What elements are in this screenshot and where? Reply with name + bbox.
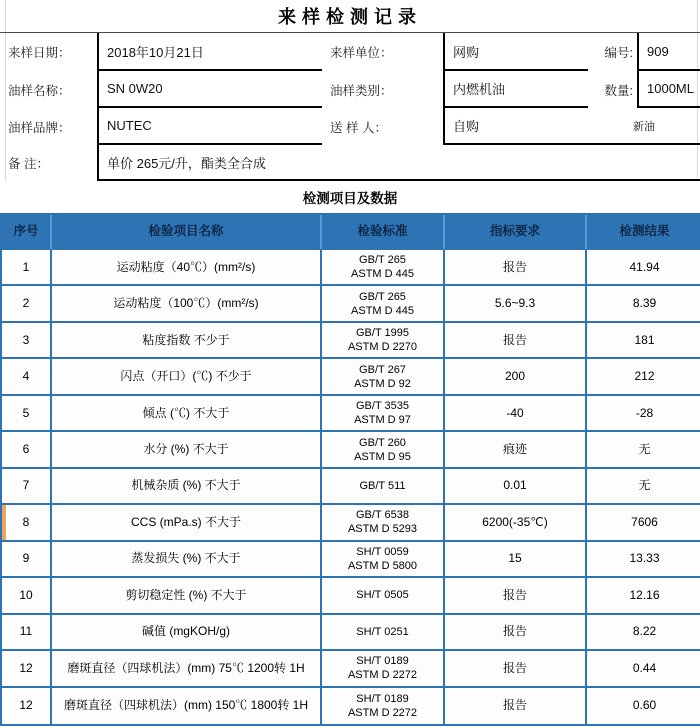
standard-cell — [322, 505, 445, 541]
requirement-cell: 痕迹 — [445, 432, 587, 468]
item-name-cell: 磨斑直径（四球机法）(mm) 150℃ 1800转 1H — [52, 688, 322, 724]
oil-type-value: 内燃机油 — [443, 71, 588, 108]
results-table — [0, 213, 700, 726]
serial-cell: 10 — [2, 578, 52, 614]
requirement-cell: 报告 — [445, 651, 587, 687]
item-name-cell: 碱值 (mgKOH/g) — [52, 615, 322, 651]
sample-unit-value: 网购 — [443, 33, 588, 71]
standard-line: ASTM D 445 — [351, 304, 414, 317]
standard-line: ASTM D 5800 — [347, 559, 418, 572]
item-name-cell: CCS (mPa.s) 不大于 — [52, 505, 322, 541]
requirement-cell: 报告 — [445, 688, 587, 724]
sample-date-value: 2018年10月21日 — [97, 33, 322, 71]
oil-name-label: 油样名称： — [8, 83, 71, 98]
result-cell: 7606 — [587, 505, 700, 541]
section-title: 检测项目及数据 — [302, 191, 398, 206]
standard-cell — [322, 615, 445, 651]
standard-cell — [322, 469, 445, 505]
standard-line: ASTM D 5293 — [347, 523, 418, 536]
item-name-cell: 磨斑直径（四球机法）(mm) 75℃ 1200转 1H — [52, 651, 322, 687]
brand-label: 油样品牌： — [8, 120, 71, 135]
col-header-standard: 检验标准 — [322, 215, 445, 250]
col-header-serial: 序号 — [2, 215, 52, 250]
serial-cell: 12 — [2, 688, 52, 724]
oil-state-value: 新油 — [588, 108, 700, 145]
brand-value: NUTEC — [97, 108, 322, 145]
requirement-cell: 报告 — [445, 323, 587, 359]
standard-line: GB/T 267 — [359, 363, 406, 376]
requirement-cell: 报告 — [445, 615, 587, 651]
result-cell: 212 — [587, 359, 700, 395]
serial-cell: 3 — [2, 323, 52, 359]
standard-cell — [322, 432, 445, 468]
standard-line: SH/T 0059 — [356, 545, 409, 558]
item-name-cell: 机械杂质 (%) 不大于 — [52, 469, 322, 505]
result-cell: 8.39 — [587, 286, 700, 322]
serial-cell: 7 — [2, 469, 52, 505]
sample-unit-label: 来样单位： — [330, 46, 393, 60]
serial-cell: 9 — [2, 542, 52, 578]
standard-line: GB/T 265 — [359, 254, 406, 267]
standard-cell — [322, 651, 445, 687]
quantity-value: 1000ML — [637, 71, 700, 108]
standard-line: GB/T 511 — [359, 479, 406, 492]
remark-value: 单价 265元/升，酯类全合成 — [97, 145, 700, 181]
requirement-cell: 6200(-35℃) — [445, 505, 587, 541]
sample-date-label: 来样日期： — [8, 46, 71, 60]
requirement-cell: 报告 — [445, 578, 587, 614]
standard-line: ASTM D 95 — [354, 450, 411, 463]
item-name-cell: 水分 (%) 不大于 — [52, 432, 322, 468]
standard-cell — [322, 250, 445, 286]
col-header-requirement: 指标要求 — [445, 215, 587, 250]
col-header-result: 检测结果 — [587, 215, 700, 250]
item-name-cell: 闪点（开口）(℃) 不少于 — [52, 359, 322, 395]
item-name-cell: 倾点 (℃) 不大于 — [52, 396, 322, 432]
sender-label: 送 样 人： — [330, 120, 387, 135]
standard-line: SH/T 0251 — [356, 625, 409, 638]
col-header-item-name: 检验项目名称 — [52, 215, 322, 250]
standard-line: ASTM D 2272 — [347, 669, 418, 682]
result-cell: 8.22 — [587, 615, 700, 651]
result-cell: 0.60 — [587, 688, 700, 724]
requirement-cell: 15 — [445, 542, 587, 578]
result-cell: 无 — [587, 469, 700, 505]
standard-cell — [322, 688, 445, 724]
serial-cell: 8 — [2, 505, 52, 541]
sender-value: 自购 — [443, 108, 588, 145]
item-name-cell: 运动粘度（40℃）(mm²/s) — [52, 250, 322, 286]
serial-cell: 4 — [2, 359, 52, 395]
standard-line: ASTM D 445 — [351, 268, 414, 281]
item-name-cell: 粘度指数 不少于 — [52, 323, 322, 359]
serial-cell: 6 — [2, 432, 52, 468]
oil-type-label: 油样类别： — [330, 83, 393, 98]
standard-cell — [322, 323, 445, 359]
item-name-cell: 运动粘度（100℃）(mm²/s) — [52, 286, 322, 322]
requirement-cell: 报告 — [445, 250, 587, 286]
standard-line: GB/T 1995 — [356, 327, 409, 340]
serial-cell: 5 — [2, 396, 52, 432]
standard-line: ASTM D 2270 — [347, 341, 418, 354]
serial-no-value: 909 — [637, 33, 700, 71]
result-cell: 13.33 — [587, 542, 700, 578]
requirement-cell: 0.01 — [445, 469, 587, 505]
standard-cell — [322, 578, 445, 614]
standard-line: GB/T 265 — [359, 290, 406, 303]
quantity-label: 数量: — [604, 83, 633, 98]
standard-line: SH/T 0505 — [356, 589, 409, 602]
standard-line: ASTM D 2272 — [347, 706, 418, 719]
result-cell: 181 — [587, 323, 700, 359]
serial-cell: 2 — [2, 286, 52, 322]
item-name-cell: 剪切稳定性 (%) 不大于 — [52, 578, 322, 614]
oil-name-value: SN 0W20 — [97, 71, 322, 108]
result-cell: 41.94 — [587, 250, 700, 286]
requirement-cell: 200 — [445, 359, 587, 395]
standard-line: SH/T 0189 — [356, 655, 409, 668]
serial-cell: 11 — [2, 615, 52, 651]
standard-line: SH/T 0189 — [356, 692, 409, 705]
standard-line: ASTM D 92 — [354, 377, 411, 390]
standard-cell — [322, 396, 445, 432]
result-cell: 0.44 — [587, 651, 700, 687]
result-cell: 12.16 — [587, 578, 700, 614]
standard-cell — [322, 542, 445, 578]
info-section — [0, 33, 700, 181]
standard-line: ASTM D 97 — [354, 414, 411, 427]
serial-no-label: 编号: — [604, 46, 633, 60]
standard-cell — [322, 359, 445, 395]
standard-line: GB/T 3535 — [356, 400, 409, 413]
requirement-cell: 5.6~9.3 — [445, 286, 587, 322]
standard-line: GB/T 6538 — [356, 509, 409, 522]
result-cell: -28 — [587, 396, 700, 432]
remark-label: 备 注： — [8, 157, 49, 171]
item-name-cell: 蒸发损失 (%) 不大于 — [52, 542, 322, 578]
standard-line: GB/T 260 — [359, 436, 406, 449]
serial-cell: 1 — [2, 250, 52, 286]
result-cell: 无 — [587, 432, 700, 468]
serial-cell: 12 — [2, 651, 52, 687]
standard-cell — [322, 286, 445, 322]
page-title: 来样检测记录 — [0, 0, 700, 33]
requirement-cell: -40 — [445, 396, 587, 432]
